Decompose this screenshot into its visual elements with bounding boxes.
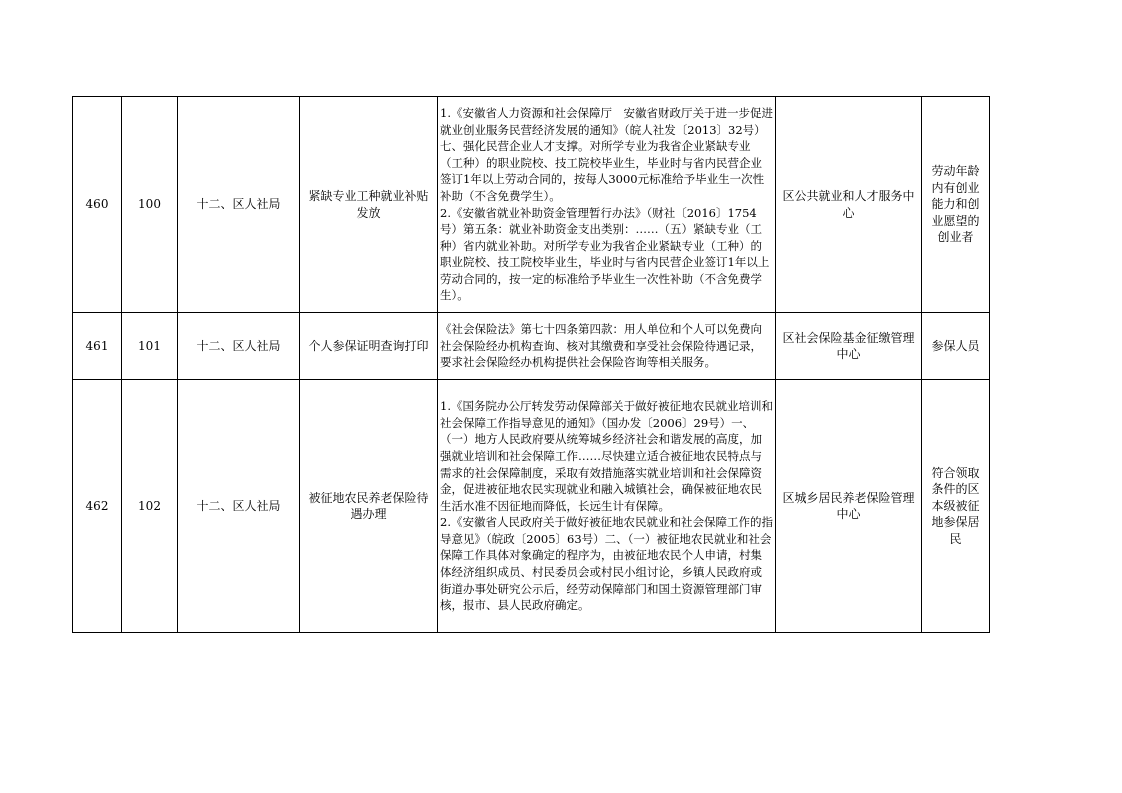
target-cell: 参保人员 xyxy=(922,313,990,380)
item-name-cell: 个人参保证明查询打印 xyxy=(300,313,438,380)
basis-cell: 1.《安徽省人力资源和社会保障厅 安徽省财政厅关于进一步促进就业创业服务民营经济发展的通知》（皖人社发〔2013〕32号）七、强化民营企业人才支撑。对所学专业为我省企业紧缺专业（工种）的职业院校、技工院校毕业生，毕业时与省内民营企业签订1年以上劳动合同的，按每人3000元标准给予毕业生一次性补助（不含免费学生）。 2.《安徽省就业补助资金管理暂行办法》（财社〔2016〕1754号）第五条：就业补助资金支出类别：……（五）紧缺专业（工种）省内就业补助。对所学专业为我省企业紧缺专业（工种）的职业院校、技工院校毕业生，毕业时与省内民营企业签订1年以上劳动合同的，按一定的标准给予毕业生一次性补助（不含免费学生）。 xyxy=(438,97,776,313)
target-cell: 劳动年龄内有创业能力和创业愿望的创业者 xyxy=(922,97,990,313)
basis-cell: 1.《国务院办公厅转发劳动保障部关于做好被征地农民就业培训和社会保障工作指导意见的通知》（国办发〔2006〕29号）一、（一）地方人民政府要从统筹城乡经济社会和谐发展的高度，加强就业培训和社会保障工作……尽快建立适合被征地农民特点与需求的社会保障制度，采取有效措施落实就业培训和社会保障资金，促进被征地农民实现就业和融入城镇社会，确保被征地农民生活水准不因征地而降低，长远生计有保障。 2.《安徽省人民政府关于做好被征地农民就业和社会保障工作的指导意见》（皖政〔2005〕63号）二、（一）被征地农民就业和社会保障工作具体对象确定的程序为，由被征地农民个人申请，村集体经济组织成员、村民委员会或村民小组讨论，乡镇人民政府或街道办事处研究公示后，经劳动保障部门和国土资源管理部门审核，报市、县人民政府确定。 xyxy=(438,380,776,633)
handling-unit-cell: 区公共就业和人才服务中心 xyxy=(776,97,922,313)
department-cell: 十二、区人社局 xyxy=(178,313,300,380)
seq-cell: 460 xyxy=(73,97,122,313)
seq-cell: 462 xyxy=(73,380,122,633)
handling-unit-cell: 区城乡居民养老保险管理中心 xyxy=(776,380,922,633)
table-row xyxy=(73,380,990,633)
table-row xyxy=(73,97,990,313)
item-name-cell: 紧缺专业工种就业补贴发放 xyxy=(300,97,438,313)
handling-unit-cell: 区社会保险基金征缴管理中心 xyxy=(776,313,922,380)
item-name-cell: 被征地农民养老保险待遇办理 xyxy=(300,380,438,633)
seq-cell: 461 xyxy=(73,313,122,380)
sub-seq-cell: 100 xyxy=(122,97,178,313)
department-cell: 十二、区人社局 xyxy=(178,380,300,633)
table-row xyxy=(73,313,990,380)
service-items-table xyxy=(72,96,990,633)
basis-cell: 《社会保险法》第七十四条第四款：用人单位和个人可以免费向社会保险经办机构查询、核对其缴费和享受社会保险待遇记录，要求社会保险经办机构提供社会保险咨询等相关服务。 xyxy=(438,313,776,380)
target-cell: 符合领取条件的区本级被征地参保居民 xyxy=(922,380,990,633)
sub-seq-cell: 101 xyxy=(122,313,178,380)
sub-seq-cell: 102 xyxy=(122,380,178,633)
department-cell: 十二、区人社局 xyxy=(178,97,300,313)
